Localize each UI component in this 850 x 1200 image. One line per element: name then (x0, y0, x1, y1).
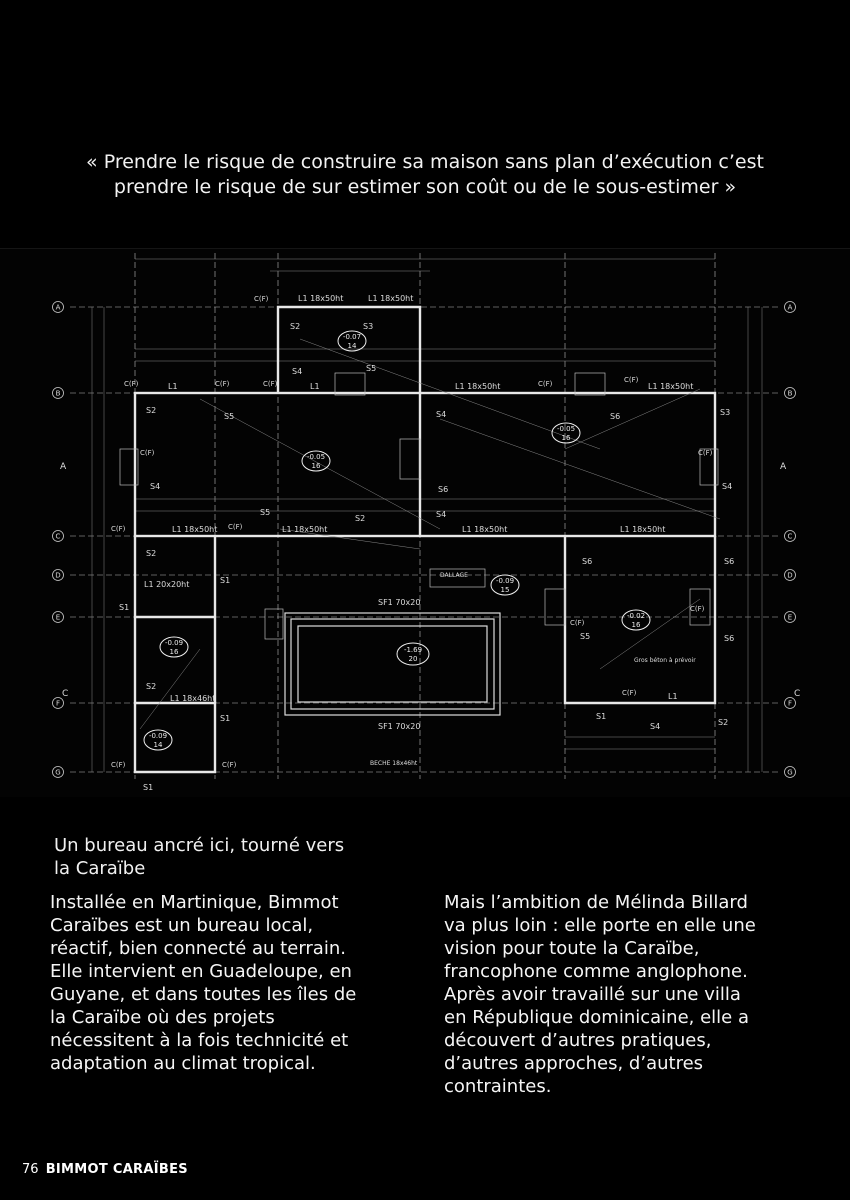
section-label: S4 (436, 510, 447, 519)
level-text: -0.07 (342, 333, 362, 341)
level-text: 20 (408, 655, 418, 663)
section-label: S5 (224, 412, 235, 421)
grid-bubble-label: G (787, 768, 793, 777)
cf-label: C(F) (140, 449, 155, 457)
quote-line-2: prendre le risque de sur estimer son coût ou de le sous-estimer » (113, 176, 737, 198)
section-cut-a-left: A (60, 462, 67, 472)
beam-label: L1 18x50ht (172, 525, 218, 534)
section-label: S2 (146, 406, 157, 415)
cf-label: C(F) (124, 380, 139, 388)
level-text: -0.09 (148, 732, 168, 740)
body-line: francophone comme anglophone. (444, 961, 748, 982)
section-subheading (54, 834, 384, 880)
body-line: Installée en Martinique, Bimmot (50, 892, 339, 913)
grid-bubble-label: E (55, 613, 61, 622)
slab-label: SF1 70x20 (378, 598, 421, 607)
right-column-text (444, 891, 804, 1098)
section-cut-a-right: A (780, 462, 787, 472)
body-line: réactif, bien connecté au terrain. (50, 938, 346, 959)
level-text: 14 (347, 342, 357, 350)
level-text: -0.05 (556, 425, 576, 433)
cf-label: C(F) (622, 689, 637, 697)
level-text: 15 (500, 586, 510, 594)
body-line: nécessitent à la fois technicité et (50, 1030, 349, 1051)
section-label: S6 (724, 634, 735, 643)
slab-label: SF1 70x20 (378, 722, 421, 731)
cf-label: C(F) (111, 525, 126, 533)
grid-bubble-label: B (787, 389, 793, 398)
level-text: -0.09 (164, 639, 184, 647)
section-label: S6 (582, 557, 593, 566)
beche-label: BECHE 18x46ht (370, 760, 418, 767)
section-cut-c-right: C (794, 689, 801, 699)
beam-label: L1 18x50ht (368, 294, 414, 303)
section-label: S3 (720, 408, 731, 417)
section-label: S1 (220, 714, 231, 723)
cf-label: C(F) (228, 523, 243, 531)
section-label: S4 (650, 722, 661, 731)
beam-label: L1 18x50ht (620, 525, 666, 534)
beam-label: L1 18x46ht (170, 694, 216, 703)
cf-label: C(F) (698, 449, 713, 457)
beam-label: L1 (310, 382, 320, 391)
level-text: 16 (169, 648, 179, 656)
grid-bubbles (53, 302, 796, 778)
body-line: Elle intervient en Guadeloupe, en (50, 961, 352, 982)
subheading-line-1: Un bureau ancré ici, tourné vers (54, 835, 345, 856)
cf-label: C(F) (215, 380, 230, 388)
beam-label: L1 (168, 382, 178, 391)
footer-brand: BIMMOT CARAÏBES (45, 1162, 188, 1177)
cf-label: C(F) (222, 761, 237, 769)
level-text: 16 (631, 621, 641, 629)
pull-quote (60, 150, 790, 200)
section-label: S1 (119, 603, 130, 612)
grid-bubble-label: D (787, 571, 793, 580)
section-label: S1 (143, 783, 154, 792)
cf-label: C(F) (570, 619, 585, 627)
page-number: 76 (22, 1162, 39, 1177)
cf-label: C(F) (538, 380, 553, 388)
section-label: S4 (292, 367, 303, 376)
beam-label: L1 18x50ht (462, 525, 508, 534)
grid-bubble-label: F (787, 699, 793, 708)
level-text: -0.05 (306, 453, 326, 461)
grid-bubble-label: D (55, 571, 61, 580)
section-label: S2 (355, 514, 366, 523)
body-line: la Caraïbe où des projets (50, 1007, 275, 1028)
grid-bubble-label: A (787, 303, 793, 312)
body-line: d’autres approches, d’autres (444, 1053, 704, 1074)
section-label: S2 (146, 682, 157, 691)
level-text: 14 (153, 741, 163, 749)
level-text: 16 (311, 462, 321, 470)
section-label: S5 (580, 632, 591, 641)
grid-bubble-label: A (55, 303, 61, 312)
cf-label: C(F) (111, 761, 126, 769)
plan-svg (0, 249, 850, 797)
section-label: S4 (436, 410, 447, 419)
section-label: S2 (290, 322, 301, 331)
body-line: vision pour toute la Caraïbe, (444, 938, 700, 959)
section-label: S1 (596, 712, 607, 721)
body-line: Après avoir travaillé sur une villa (444, 984, 741, 1005)
beam-label: L1 (668, 692, 678, 701)
level-text: -0.02 (626, 612, 646, 620)
cf-label: C(F) (624, 376, 639, 384)
dallage-label: DALLAGE (440, 572, 468, 579)
body-line: Guyane, et dans toutes les îles de (50, 984, 357, 1005)
body-line: en République dominicaine, elle a (444, 1007, 750, 1028)
section-label: S3 (363, 322, 374, 331)
grid-bubble-label: E (787, 613, 793, 622)
quote-line-1: « Prendre le risque de construire sa maison sans plan d’exécution c’est (86, 151, 764, 173)
level-text: 16 (561, 434, 571, 442)
level-text: -0.09 (495, 577, 515, 585)
body-line: Mais l’ambition de Mélinda Billard (444, 892, 748, 913)
beam-label: L1 18x50ht (282, 525, 328, 534)
body-line: adaptation au climat tropical. (50, 1053, 316, 1074)
section-cut-c-left: C (62, 689, 69, 699)
cf-label: C(F) (254, 295, 269, 303)
beam-label: L1 18x50ht (298, 294, 344, 303)
level-text: -1.69 (403, 646, 423, 654)
grid-bubble-label: F (55, 699, 61, 708)
pool-outline (285, 613, 500, 715)
beam-label: L1 20x20ht (144, 580, 190, 589)
beam-label: L1 18x50ht (648, 382, 694, 391)
body-line: contraintes. (444, 1076, 552, 1097)
grid-bubble-label: C (55, 532, 61, 541)
section-label: S2 (718, 718, 729, 727)
level-texts (149, 333, 645, 749)
page-footer (22, 1162, 188, 1177)
body-line: va plus loin : elle porte en elle une (444, 915, 756, 936)
grid-bubble-label: C (787, 532, 793, 541)
subheading-line-2: la Caraïbe (54, 858, 146, 879)
section-label: S5 (260, 508, 271, 517)
section-label: S6 (610, 412, 621, 421)
body-line: Caraïbes est un bureau local, (50, 915, 314, 936)
section-label: S1 (220, 576, 231, 585)
grid-bubble-label: G (55, 768, 61, 777)
cf-label: C(F) (263, 380, 278, 388)
body-line: découvert d’autres pratiques, (444, 1030, 712, 1051)
left-column-text (50, 891, 400, 1075)
beam-label: L1 18x50ht (455, 382, 501, 391)
diagonal-references (140, 339, 720, 729)
note-label: Gros béton à prévoir (634, 657, 696, 664)
section-label: S4 (722, 482, 733, 491)
section-label: S6 (438, 485, 449, 494)
section-label: S2 (146, 549, 157, 558)
section-label: S6 (724, 557, 735, 566)
foundation-plan-drawing (0, 248, 850, 797)
grid-bubble-label: B (55, 389, 61, 398)
cf-label: C(F) (690, 605, 705, 613)
section-label: S5 (366, 364, 377, 373)
section-label: S4 (150, 482, 161, 491)
